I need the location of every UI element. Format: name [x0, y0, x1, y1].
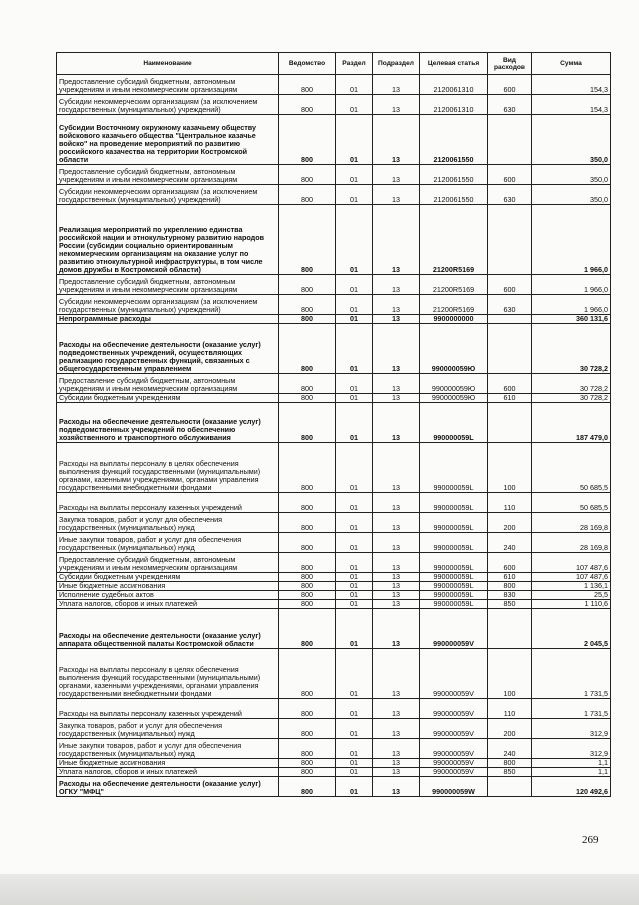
cell-subsection: 13 [373, 600, 420, 609]
cell-kind: 850 [488, 768, 532, 777]
cell-kind: 800 [488, 582, 532, 591]
cell-dept: 800 [279, 315, 336, 324]
cell-target: 990000059L [420, 443, 488, 493]
cell-subsection: 13 [373, 759, 420, 768]
cell-kind: 630 [488, 295, 532, 315]
cell-name: Субсидии Восточному окружному казачьему обществу войскового казачьего общества "Центральное казачье войско" на проведение мероприятий по развитию российского казачества на территории Костромской области [57, 115, 279, 165]
table-row [57, 315, 611, 324]
table-row [57, 185, 611, 205]
cell-target: 21200R5169 [420, 275, 488, 295]
cell-subsection: 13 [373, 165, 420, 185]
table-row [57, 759, 611, 768]
cell-kind: 830 [488, 591, 532, 600]
header-kind: Вид расходов [488, 53, 532, 75]
cell-sum: 1 110,6 [532, 600, 611, 609]
cell-dept: 800 [279, 394, 336, 403]
cell-sum: 154,3 [532, 75, 611, 95]
table-row [57, 739, 611, 759]
cell-sum: 30 728,2 [532, 394, 611, 403]
table-row [57, 394, 611, 403]
table-row [57, 115, 611, 165]
cell-kind [488, 324, 532, 374]
cell-kind: 630 [488, 95, 532, 115]
cell-sum: 120 492,6 [532, 777, 611, 797]
cell-sum: 50 685,5 [532, 493, 611, 513]
cell-target: 990000059L [420, 403, 488, 443]
cell-name: Субсидии некоммерческим организациям (за исключением государственных (муниципальных) учреждений) [57, 95, 279, 115]
cell-dept: 800 [279, 374, 336, 394]
cell-section: 01 [336, 115, 373, 165]
cell-dept: 800 [279, 649, 336, 699]
cell-dept: 800 [279, 324, 336, 374]
cell-section: 01 [336, 324, 373, 374]
table-row [57, 374, 611, 394]
cell-subsection: 13 [373, 374, 420, 394]
cell-name: Субсидии бюджетным учреждениям [57, 394, 279, 403]
table-row [57, 719, 611, 739]
cell-sum: 154,3 [532, 95, 611, 115]
cell-target: 990000059Ю [420, 394, 488, 403]
cell-sum: 1 966,0 [532, 205, 611, 275]
table-row [57, 75, 611, 95]
cell-subsection: 13 [373, 533, 420, 553]
cell-subsection: 13 [373, 443, 420, 493]
cell-subsection: 13 [373, 609, 420, 649]
cell-sum: 30 728,2 [532, 324, 611, 374]
cell-subsection: 13 [373, 403, 420, 443]
cell-target: 990000059L [420, 533, 488, 553]
cell-dept: 800 [279, 185, 336, 205]
cell-dept: 800 [279, 582, 336, 591]
cell-target: 2120061550 [420, 185, 488, 205]
cell-dept: 800 [279, 739, 336, 759]
cell-target: 990000059V [420, 768, 488, 777]
cell-target: 990000059L [420, 573, 488, 582]
header-name: Наименование [57, 53, 279, 75]
cell-dept: 800 [279, 165, 336, 185]
cell-sum: 187 479,0 [532, 403, 611, 443]
cell-subsection: 13 [373, 295, 420, 315]
cell-kind: 600 [488, 75, 532, 95]
cell-target: 9900000000 [420, 315, 488, 324]
cell-dept: 800 [279, 777, 336, 797]
cell-dept: 800 [279, 553, 336, 573]
cell-section: 01 [336, 443, 373, 493]
cell-sum: 28 169,8 [532, 513, 611, 533]
header-subsection: Подраздел [373, 53, 420, 75]
cell-name: Расходы на выплаты персоналу в целях обеспечения выполнения функций государственными (муниципальными) органами, казенными учреждениями, органами управления государственными внебюджетными фондами [57, 649, 279, 699]
cell-kind: 600 [488, 165, 532, 185]
cell-name: Предоставление субсидий бюджетным, автономным учреждениям и иным некоммерческим организациям [57, 275, 279, 295]
cell-sum: 107 487,6 [532, 553, 611, 573]
cell-name: Расходы на обеспечение деятельности (оказание услуг) ОГКУ "МФЦ" [57, 777, 279, 797]
cell-name: Субсидии некоммерческим организациям (за исключением государственных (муниципальных) учреждений) [57, 295, 279, 315]
cell-dept: 800 [279, 609, 336, 649]
cell-dept: 800 [279, 115, 336, 165]
cell-subsection: 13 [373, 315, 420, 324]
table-row [57, 513, 611, 533]
header-sum: Сумма [532, 53, 611, 75]
cell-subsection: 13 [373, 573, 420, 582]
cell-subsection: 13 [373, 185, 420, 205]
cell-dept: 800 [279, 699, 336, 719]
cell-kind: 100 [488, 649, 532, 699]
cell-section: 01 [336, 759, 373, 768]
cell-dept: 800 [279, 95, 336, 115]
table-row [57, 275, 611, 295]
cell-dept: 800 [279, 573, 336, 582]
cell-target: 990000059L [420, 493, 488, 513]
cell-section: 01 [336, 403, 373, 443]
cell-name: Непрограммные расходы [57, 315, 279, 324]
cell-section: 01 [336, 295, 373, 315]
cell-kind: 110 [488, 699, 532, 719]
cell-dept: 800 [279, 768, 336, 777]
cell-name: Предоставление субсидий бюджетным, автономным учреждениям и иным некоммерческим организациям [57, 374, 279, 394]
cell-subsection: 13 [373, 513, 420, 533]
table-body [57, 75, 611, 797]
cell-section: 01 [336, 600, 373, 609]
cell-kind: 200 [488, 719, 532, 739]
cell-target: 990000059L [420, 600, 488, 609]
cell-kind: 610 [488, 573, 532, 582]
cell-target: 990000059L [420, 553, 488, 573]
cell-name: Расходы на выплаты персоналу казенных учреждений [57, 699, 279, 719]
cell-dept: 800 [279, 295, 336, 315]
cell-name: Субсидии бюджетным учреждениям [57, 573, 279, 582]
cell-name: Иные закупки товаров, работ и услуг для обеспечения государственных (муниципальных) нужд [57, 533, 279, 553]
table-row [57, 493, 611, 513]
table-row [57, 553, 611, 573]
cell-section: 01 [336, 719, 373, 739]
cell-name: Предоставление субсидий бюджетным, автономным учреждениям и иным некоммерческим организациям [57, 165, 279, 185]
cell-subsection: 13 [373, 649, 420, 699]
cell-target: 990000059Ю [420, 324, 488, 374]
cell-sum: 350,0 [532, 185, 611, 205]
cell-subsection: 13 [373, 324, 420, 374]
table-row [57, 649, 611, 699]
table-row [57, 609, 611, 649]
cell-kind: 240 [488, 533, 532, 553]
page-number: 269 [582, 834, 599, 846]
cell-sum: 28 169,8 [532, 533, 611, 553]
cell-subsection: 13 [373, 275, 420, 295]
cell-sum: 360 131,6 [532, 315, 611, 324]
table-row [57, 295, 611, 315]
table-row [57, 324, 611, 374]
cell-section: 01 [336, 205, 373, 275]
cell-kind [488, 777, 532, 797]
cell-section: 01 [336, 493, 373, 513]
cell-kind: 200 [488, 513, 532, 533]
cell-kind [488, 315, 532, 324]
cell-target: 990000059L [420, 591, 488, 600]
cell-section: 01 [336, 582, 373, 591]
cell-dept: 800 [279, 759, 336, 768]
cell-sum: 350,0 [532, 115, 611, 165]
cell-sum: 50 685,5 [532, 443, 611, 493]
cell-kind: 600 [488, 374, 532, 394]
table-row [57, 699, 611, 719]
scan-bottom-edge [0, 874, 639, 905]
cell-subsection: 13 [373, 493, 420, 513]
table-row [57, 777, 611, 797]
cell-name: Расходы на выплаты персоналу в целях обеспечения выполнения функций государственными (муниципальными) органами, казенными учреждениями, органами управления государственными внебюджетными фондами [57, 443, 279, 493]
cell-subsection: 13 [373, 768, 420, 777]
cell-dept: 800 [279, 493, 336, 513]
table-row [57, 768, 611, 777]
cell-dept: 800 [279, 513, 336, 533]
cell-kind: 600 [488, 275, 532, 295]
table-row [57, 165, 611, 185]
header-dept: Ведомство [279, 53, 336, 75]
cell-kind: 110 [488, 493, 532, 513]
cell-section: 01 [336, 573, 373, 582]
cell-name: Закупка товаров, работ и услуг для обеспечения государственных (муниципальных) нужд [57, 719, 279, 739]
table-row [57, 205, 611, 275]
header-section: Раздел [336, 53, 373, 75]
cell-target: 990000059L [420, 582, 488, 591]
cell-section: 01 [336, 275, 373, 295]
table-row [57, 573, 611, 582]
budget-table [56, 52, 611, 797]
cell-subsection: 13 [373, 591, 420, 600]
cell-subsection: 13 [373, 95, 420, 115]
cell-sum: 312,9 [532, 739, 611, 759]
cell-kind [488, 609, 532, 649]
cell-name: Иные закупки товаров, работ и услуг для обеспечения государственных (муниципальных) нужд [57, 739, 279, 759]
cell-kind: 600 [488, 553, 532, 573]
cell-subsection: 13 [373, 394, 420, 403]
cell-subsection: 13 [373, 739, 420, 759]
cell-dept: 800 [279, 533, 336, 553]
cell-subsection: 13 [373, 205, 420, 275]
cell-target: 990000059V [420, 719, 488, 739]
cell-section: 01 [336, 699, 373, 719]
cell-section: 01 [336, 95, 373, 115]
cell-subsection: 13 [373, 719, 420, 739]
cell-target: 2120061310 [420, 75, 488, 95]
cell-dept: 800 [279, 443, 336, 493]
table-row [57, 403, 611, 443]
cell-sum: 2 045,5 [532, 609, 611, 649]
table-row [57, 582, 611, 591]
cell-sum: 1 731,5 [532, 699, 611, 719]
cell-kind: 850 [488, 600, 532, 609]
cell-sum: 1 136,1 [532, 582, 611, 591]
cell-target: 2120061550 [420, 165, 488, 185]
cell-dept: 800 [279, 275, 336, 295]
table-header-row [57, 53, 611, 75]
cell-dept: 800 [279, 403, 336, 443]
cell-target: 2120061550 [420, 115, 488, 165]
cell-name: Уплата налогов, сборов и иных платежей [57, 600, 279, 609]
cell-dept: 800 [279, 600, 336, 609]
cell-sum: 1,1 [532, 759, 611, 768]
cell-sum: 25,5 [532, 591, 611, 600]
cell-name: Предоставление субсидий бюджетным, автономным учреждениям и иным некоммерческим организациям [57, 75, 279, 95]
table-row [57, 533, 611, 553]
cell-sum: 1 966,0 [532, 275, 611, 295]
cell-target: 990000059Ю [420, 374, 488, 394]
cell-dept: 800 [279, 75, 336, 95]
cell-sum: 107 487,6 [532, 573, 611, 582]
cell-sum: 312,9 [532, 719, 611, 739]
cell-target: 990000059L [420, 513, 488, 533]
cell-target: 21200R5169 [420, 295, 488, 315]
cell-section: 01 [336, 315, 373, 324]
cell-kind: 610 [488, 394, 532, 403]
cell-section: 01 [336, 649, 373, 699]
cell-target: 2120061310 [420, 95, 488, 115]
cell-section: 01 [336, 374, 373, 394]
cell-dept: 800 [279, 719, 336, 739]
cell-section: 01 [336, 553, 373, 573]
cell-name: Исполнение судебных актов [57, 591, 279, 600]
cell-sum: 1,1 [532, 768, 611, 777]
cell-target: 990000059V [420, 649, 488, 699]
cell-target: 990000059W [420, 777, 488, 797]
cell-sum: 30 728,2 [532, 374, 611, 394]
cell-subsection: 13 [373, 553, 420, 573]
cell-kind: 800 [488, 759, 532, 768]
cell-name: Расходы на обеспечение деятельности (оказание услуг) подведомственных учреждений, осуществляющих реализацию государственных функций, связанных с общегосударственным управлением [57, 324, 279, 374]
cell-name: Уплата налогов, сборов и иных платежей [57, 768, 279, 777]
cell-section: 01 [336, 777, 373, 797]
cell-target: 21200R5169 [420, 205, 488, 275]
cell-target: 990000059V [420, 609, 488, 649]
cell-section: 01 [336, 165, 373, 185]
table-row [57, 600, 611, 609]
cell-dept: 800 [279, 205, 336, 275]
table-row [57, 443, 611, 493]
cell-section: 01 [336, 513, 373, 533]
cell-kind: 630 [488, 185, 532, 205]
cell-dept: 800 [279, 591, 336, 600]
cell-section: 01 [336, 75, 373, 95]
cell-kind [488, 205, 532, 275]
cell-name: Расходы на обеспечение деятельности (оказание услуг) подведомственных учреждений по обеспечению хозяйственного и транспортного обслуживания [57, 403, 279, 443]
table-row [57, 591, 611, 600]
header-target: Целевая статья [420, 53, 488, 75]
cell-section: 01 [336, 185, 373, 205]
cell-subsection: 13 [373, 699, 420, 719]
cell-section: 01 [336, 768, 373, 777]
cell-section: 01 [336, 609, 373, 649]
cell-target: 990000059V [420, 759, 488, 768]
cell-section: 01 [336, 739, 373, 759]
cell-name: Иные бюджетные ассигнования [57, 582, 279, 591]
cell-subsection: 13 [373, 777, 420, 797]
cell-section: 01 [336, 394, 373, 403]
cell-subsection: 13 [373, 75, 420, 95]
cell-name: Предоставление субсидий бюджетным, автономным учреждениям и иным некоммерческим организациям [57, 553, 279, 573]
cell-kind [488, 403, 532, 443]
cell-section: 01 [336, 533, 373, 553]
cell-sum: 350,0 [532, 165, 611, 185]
cell-section: 01 [336, 591, 373, 600]
cell-subsection: 13 [373, 582, 420, 591]
cell-kind: 100 [488, 443, 532, 493]
cell-name: Закупка товаров, работ и услуг для обеспечения государственных (муниципальных) нужд [57, 513, 279, 533]
cell-name: Расходы на обеспечение деятельности (оказание услуг) аппарата общественной палаты Костромской области [57, 609, 279, 649]
cell-sum: 1 731,5 [532, 649, 611, 699]
cell-kind [488, 115, 532, 165]
cell-name: Иные бюджетные ассигнования [57, 759, 279, 768]
cell-name: Реализация мероприятий по укреплению единства российской нации и этнокультурному развитию народов России (субсидии социально ориентированным некоммерческим организациям на оказание услуг по развитию этнокультурной инфраструктуры, в том числе домов дружбы в Костромской области) [57, 205, 279, 275]
cell-target: 990000059V [420, 699, 488, 719]
cell-target: 990000059V [420, 739, 488, 759]
table-row [57, 95, 611, 115]
cell-name: Субсидии некоммерческим организациям (за исключением государственных (муниципальных) учреждений) [57, 185, 279, 205]
cell-name: Расходы на выплаты персоналу казенных учреждений [57, 493, 279, 513]
cell-sum: 1 966,0 [532, 295, 611, 315]
cell-kind: 240 [488, 739, 532, 759]
cell-subsection: 13 [373, 115, 420, 165]
